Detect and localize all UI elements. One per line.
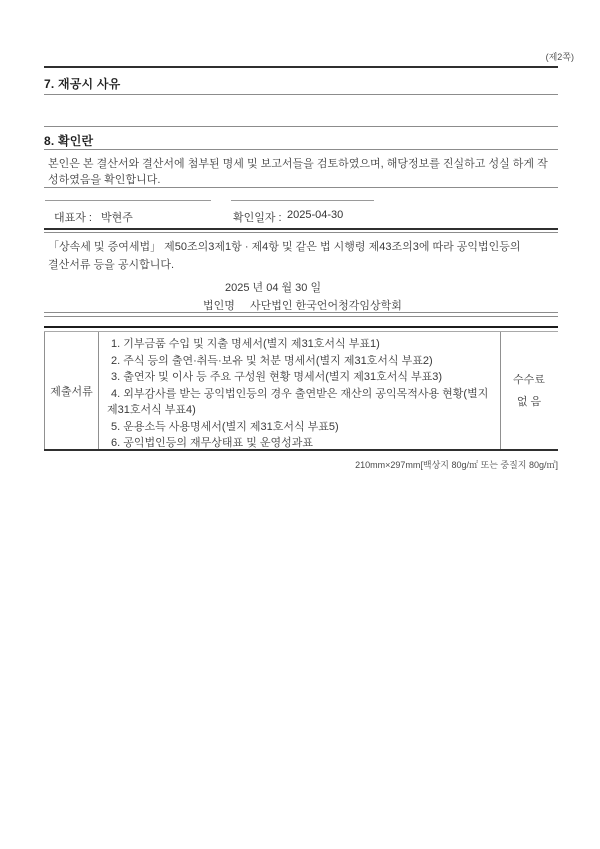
document-item: 5. 운용소득 사용명세서(별지 제31호서식 부표5) (111, 420, 339, 433)
corp-name-label: 법인명 (203, 300, 235, 312)
representative-signature-line (45, 200, 211, 201)
document-items-cell (99, 336, 499, 452)
section8-end-rule-light (44, 232, 558, 233)
representative-name: 박현주 (101, 212, 133, 224)
footer-paper-spec: 210mm×297mm[백상지 80g/㎡ 또는 중질지 80g/㎡] (355, 460, 558, 470)
confirm-date-signature-line (231, 200, 374, 201)
statement-bottom-rule (44, 187, 558, 188)
table-header-cell: 제출서류 (50, 385, 93, 398)
document-item: 6. 공익법인등의 재무상태표 및 운영성과표 (111, 437, 314, 449)
document-item: 1. 기부금품 수입 및 지출 명세서(별지 제31호서식 부표1) (111, 338, 380, 350)
pre-table-rule-bottom (44, 316, 558, 317)
document-item: 3. 출연자 및 이사 등 주요 구성원 현황 명세서(별지 제31호서식 부표3) (111, 371, 443, 383)
fee-label: 수수료 (513, 373, 545, 386)
declaration-legal-line2: 결산서류 등을 공시합니다. (48, 259, 175, 271)
confirm-date-value: 2025-04-30 (287, 209, 344, 221)
document-item: 2. 주식 등의 출연·취득·보유 및 처분 명세서(별지 제31호서식 부표2) (111, 354, 433, 367)
confirm-date-label: 확인일자 : (233, 212, 282, 224)
document-item: 4. 외부감사를 받는 공익법인등의 경우 출연받은 재산의 공익목적사용 현황(별지 제31호서식 부표4) (107, 387, 489, 416)
fee-cell (500, 332, 558, 449)
section8-end-rule-dark (44, 228, 558, 230)
section7-underline (44, 94, 558, 95)
section8-underline (44, 149, 558, 150)
representative-label: 대표자 : (54, 212, 92, 224)
section7-content (48, 100, 554, 122)
corp-name-value: 사단법인 한국언어청각임상학회 (250, 300, 402, 312)
section7-top-rule (44, 66, 558, 68)
table-top-rule-dark (44, 326, 558, 328)
section8-title: 8. 확인란 (44, 134, 94, 148)
section8-top-rule (44, 126, 558, 127)
table-top-rule-light (44, 331, 558, 332)
confirmation-statement: 본인은 본 결산서와 결산서에 첨부된 명세 및 보고서들을 검토하였으며, 해당정보를 진실하고 성실 하게 작성하였음을 확인합니다. (48, 158, 548, 186)
declaration-legal-line1: 「상속세 및 증여세법」 제50조의3제1항 · 제4항 및 같은 법 시행령 제43조의3에 따라 공익법인등의 (48, 241, 521, 253)
page-marker: (제2쪽) (545, 52, 574, 62)
fee-value: 없 음 (516, 395, 542, 408)
pre-table-rule-top (44, 312, 558, 313)
table-bottom-rule (44, 449, 558, 451)
section7-title: 7. 재공시 사유 (44, 77, 121, 91)
declaration-date: 2025 년 04 월 30 일 (225, 282, 322, 294)
